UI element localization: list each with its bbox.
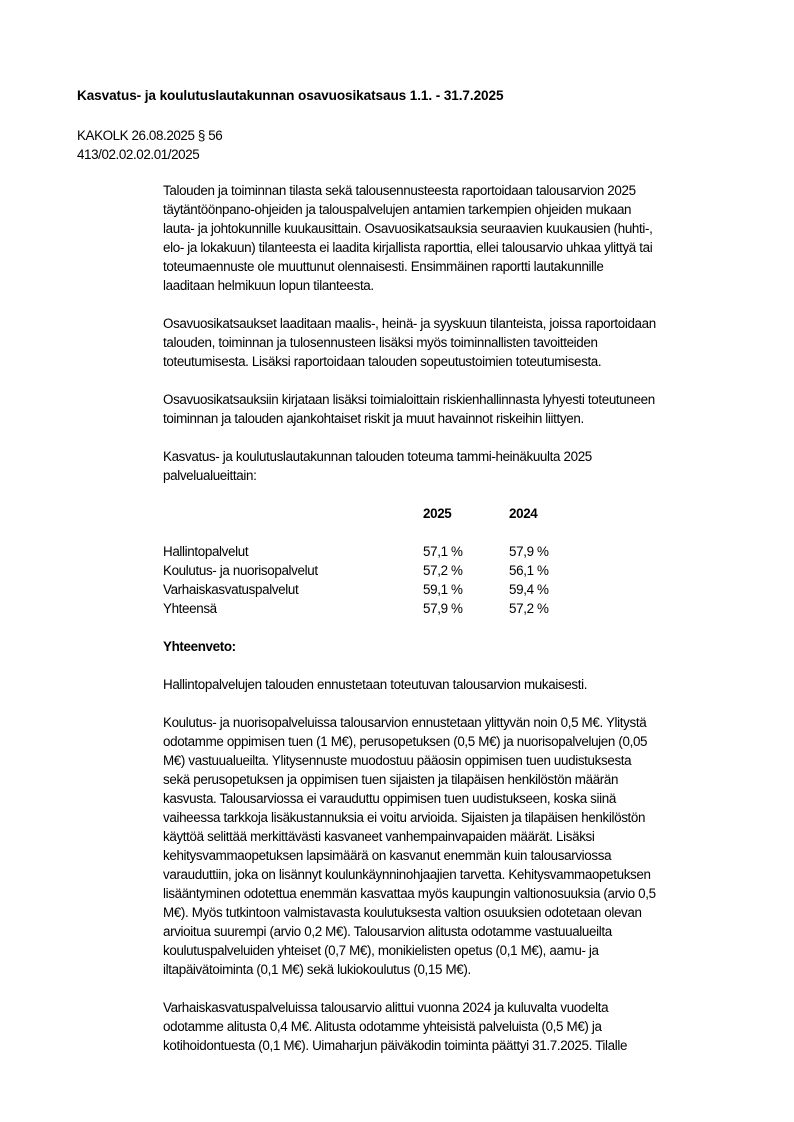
text-line: Talouden ja toiminnan tilasta sekä talousennusteesta raportoidaan talousarvion 2025 xyxy=(163,183,636,198)
row-label: Hallintopalvelut xyxy=(163,544,249,559)
summary-paragraph-admin xyxy=(163,675,743,694)
text-line: täytäntöönpano-ohjeiden ja talouspalvelujen antamien tarkempien ohjeiden mukaan xyxy=(163,202,632,217)
diary-number: 413/02.02.02.01/2025 xyxy=(77,147,200,162)
intro-paragraph-interim-reports xyxy=(163,314,743,371)
document-title: Kasvatus- ja koulutuslautakunnan osavuosikatsaus 1.1. - 31.7.2025 xyxy=(77,88,504,103)
text-line: koulutuspalveluiden yhteiset (0,7 M€), monikielisten opetus (0,1 M€), aamu- ja xyxy=(163,943,599,958)
text-line: Koulutus- ja nuorisopalveluissa talousarvion ennustetaan ylittyvän noin 0,5 M€. Ylitystä xyxy=(163,715,647,730)
summary-paragraph-education xyxy=(163,713,743,979)
table-row xyxy=(163,542,743,561)
document-body xyxy=(163,181,743,1074)
text-line: laaditaan helmikuun lopun tilanteesta. xyxy=(163,278,374,293)
text-line: odotamme alitusta 0,4 M€. Alitusta odotamme yhteisistä palveluista (0,5 M€) ja xyxy=(163,1019,602,1034)
value-2024: 57,2 % xyxy=(509,601,549,616)
text-line: elo- ja lokakuun) tilanteesta ei laadita kirjallista raporttia, ellei talousarvio uhkaa ylittyä tai xyxy=(163,240,653,255)
text-line: Osavuosikatsauksiin kirjataan lisäksi toimialoittain riskienhallinnasta lyhyesti toteutuneen xyxy=(163,392,655,407)
value-2024: 56,1 % xyxy=(509,563,549,578)
value-2025: 57,2 % xyxy=(423,563,463,578)
row-label: Koulutus- ja nuorisopalvelut xyxy=(163,563,318,578)
value-2024: 57,9 % xyxy=(509,544,549,559)
intro-paragraph-reporting xyxy=(163,181,743,295)
text-line: kotihoidontuesta (0,1 M€). Uimaharjun päiväkodin toiminta päättyi 31.7.2025. Tilalle xyxy=(163,1038,628,1053)
table-row xyxy=(163,580,743,599)
text-line: Varhaiskasvatuspalveluissa talousarvio alittui vuonna 2024 ja kuluvalta vuodelta xyxy=(163,1000,609,1015)
text-line: vaiheessa tarkkoja lisäkustannuksia ei voitu arvioida. Sijaisten ja tilapäisen henkilöstön xyxy=(163,810,646,825)
text-line: palvelualueittain: xyxy=(163,468,257,483)
table-row xyxy=(163,561,743,580)
text-line: sekä perusopetuksen ja oppimisen tuen sijaisten ja tilapäisen henkilöstön määrän xyxy=(163,772,619,787)
value-2025: 59,1 % xyxy=(423,582,463,597)
text-line: iltapäivätoiminta (0,1 M€) sekä lukiokoulutus (0,15 M€). xyxy=(163,962,471,977)
summary-heading: Yhteenveto: xyxy=(163,639,236,654)
text-line: Hallintopalvelujen talouden ennustetaan toteutuvan talousarvion mukaisesti. xyxy=(163,677,588,692)
document-meta xyxy=(77,126,222,164)
text-line: Osavuosikatsaukset laaditaan maalis-, heinä- ja syyskuun tilanteista, joissa raportoidaan xyxy=(163,316,656,331)
table-header-row xyxy=(163,504,743,523)
table-intro-paragraph xyxy=(163,447,743,485)
budget-realization-table xyxy=(163,504,743,618)
text-line: M€). Myös tutkintoon valmistavasta koulutuksesta valtion osuuksien odotetaan olevan xyxy=(163,905,642,920)
text-line: toiminnan ja talouden ajankohtaiset riskit ja muut havainnot riskeihin liittyen. xyxy=(163,411,584,426)
text-line: talouden, toiminnan ja tulosennusteen lisäksi myös toiminnallisten tavoitteiden xyxy=(163,335,598,350)
meeting-reference: KAKOLK 26.08.2025 § 56 xyxy=(77,128,223,143)
text-line: Kasvatus- ja koulutuslautakunnan talouden toteuma tammi-heinäkuulta 2025 xyxy=(163,449,592,464)
text-line: lauta- ja johtokunnille kuukausittain. Osavuosikatsauksia seuraavien kuukausien (huhti-, xyxy=(163,221,653,236)
text-line: toteutumisesta. Lisäksi raportoidaan talouden sopeutustoimien toteutumisesta. xyxy=(163,354,602,369)
text-line: toteumaennuste ole muuttunut olennaisesti. Ensimmäinen raportti lautakunnille xyxy=(163,259,604,274)
value-2024: 59,4 % xyxy=(509,582,549,597)
table-header-label xyxy=(163,504,423,523)
value-2025: 57,1 % xyxy=(423,544,463,559)
text-line: varauduttiin, joka on lisännyt koulunkäynninohjaajien tarvetta. Kehitysvammaopetuksen xyxy=(163,867,651,882)
text-line: odotamme oppimisen tuen (1 M€), perusopetuksen (0,5 M€) ja nuorisopalvelujen (0,05 xyxy=(163,734,648,749)
text-line: kasvusta. Talousarviossa ei varauduttu oppimisen tuen uudistukseen, koska siinä xyxy=(163,791,616,806)
table-header-2025: 2025 xyxy=(423,506,452,521)
table-header-2024: 2024 xyxy=(509,506,538,521)
text-line: arvioitua suurempi (arvio 0,2 M€). Talousarvion alitusta odotamme vastuualueilta xyxy=(163,924,612,939)
row-label: Varhaiskasvatuspalvelut xyxy=(163,582,299,597)
table-row-total xyxy=(163,599,743,618)
intro-paragraph-risks xyxy=(163,390,743,428)
text-line: lisääntyminen odotettua enemmän kasvattaa myös kaupungin valtionosuuksia (arvio 0,5 xyxy=(163,886,656,901)
text-line: käyttöä selittää merkittävästi kasvaneet vanhempainvapaiden määrät. Lisäksi xyxy=(163,829,595,844)
summary-paragraph-early-education xyxy=(163,998,743,1055)
value-2025: 57,9 % xyxy=(423,601,463,616)
row-label: Yhteensä xyxy=(163,601,217,616)
text-line: kehitysvammaopetuksen lapsimäärä on kasvanut enemmän kuin talousarviossa xyxy=(163,848,612,863)
text-line: M€) vastuualueilta. Ylitysennuste muodostuu pääosin oppimisen tuen uudistuksesta xyxy=(163,753,632,768)
